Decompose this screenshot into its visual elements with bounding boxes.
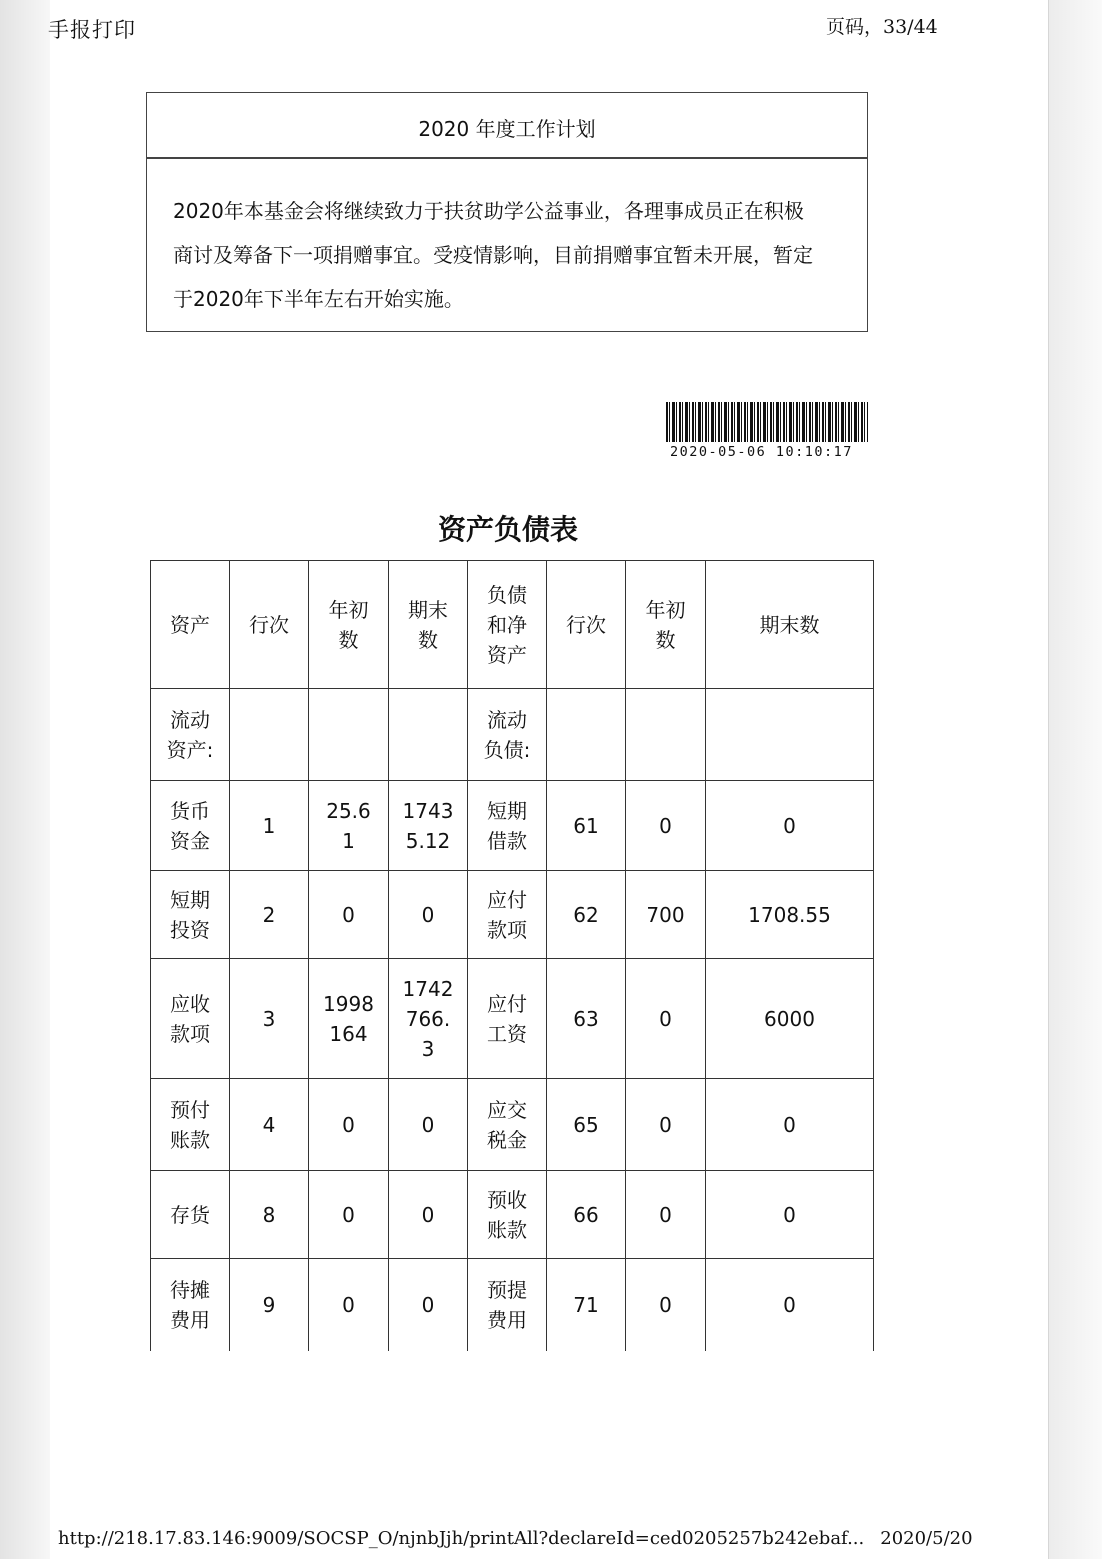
table-cell: 短期 投资	[151, 871, 230, 959]
table-cell: 1708.55	[706, 871, 874, 959]
balance-sheet-body	[151, 689, 874, 1351]
footer-url: http://218.17.83.146:9009/SOCSP_O/njnbJjh/printAll?declareId=ced0205257b242ebaf...	[58, 1528, 865, 1549]
table-cell: 8	[230, 1171, 309, 1259]
table-cell: 应付 款项	[468, 871, 547, 959]
table-cell: 61	[547, 781, 626, 871]
table-row	[151, 1171, 874, 1259]
table-cell: 应交 税金	[468, 1079, 547, 1171]
scan-left-margin	[0, 0, 50, 1559]
table-cell: 0	[706, 1259, 874, 1351]
table-cell: 待摊 费用	[151, 1259, 230, 1351]
table-cell: 应付 工资	[468, 959, 547, 1079]
table-cell: 66	[547, 1171, 626, 1259]
footer-date: 2020/5/20	[880, 1528, 973, 1549]
table-cell: 预提 费用	[468, 1259, 547, 1351]
table-cell: 0	[309, 871, 389, 959]
table-cell: 0	[309, 1259, 389, 1351]
table-cell: 预收 账款	[468, 1171, 547, 1259]
table-cell	[547, 689, 626, 781]
table-header-row	[151, 561, 874, 689]
table-row	[151, 1259, 874, 1351]
table-cell: 0	[626, 1259, 706, 1351]
work-plan-line: 于2020年下半年左右开始实施。	[173, 287, 464, 311]
table-cell: 0	[706, 1171, 874, 1259]
column-header: 期末 数	[389, 561, 468, 689]
table-row	[151, 871, 874, 959]
balance-sheet-title: 资产负债表	[437, 513, 578, 546]
column-header: 年初 数	[626, 561, 706, 689]
table-row	[151, 781, 874, 871]
barcode-icon	[666, 402, 868, 442]
work-plan-body	[147, 159, 867, 321]
table-cell: 0	[706, 781, 874, 871]
scan-right-edge	[1048, 0, 1102, 1559]
column-header: 资产	[151, 561, 230, 689]
table-cell	[309, 689, 389, 781]
table-cell: 流动 负债:	[468, 689, 547, 781]
work-plan-title: 2020 年度工作计划	[147, 93, 867, 159]
page-number: 页码，33/44	[826, 16, 938, 38]
table-cell: 62	[547, 871, 626, 959]
table-cell: 4	[230, 1079, 309, 1171]
table-row	[151, 689, 874, 781]
table-cell	[626, 689, 706, 781]
table-cell: 3	[230, 959, 309, 1079]
table-cell	[389, 689, 468, 781]
table-cell: 65	[547, 1079, 626, 1171]
table-cell	[230, 689, 309, 781]
work-plan-line: 商讨及筹备下一项捐赠事宜。受疫情影响，目前捐赠事宜暂未开展，暂定	[173, 243, 813, 267]
print-footer	[58, 1528, 973, 1549]
table-cell: 63	[547, 959, 626, 1079]
table-row	[151, 959, 874, 1079]
table-cell: 25.6 1	[309, 781, 389, 871]
table-cell: 0	[626, 1079, 706, 1171]
table-cell: 0	[389, 1171, 468, 1259]
table-cell: 6000	[706, 959, 874, 1079]
table-cell: 0	[309, 1171, 389, 1259]
table-cell: 0	[626, 959, 706, 1079]
table-cell: 货币 资金	[151, 781, 230, 871]
table-cell: 0	[309, 1079, 389, 1171]
work-plan-line: 2020年本基金会将继续致力于扶贫助学公益事业，各理事成员正在积极	[173, 199, 804, 223]
column-header: 行次	[230, 561, 309, 689]
table-cell: 预付 账款	[151, 1079, 230, 1171]
table-cell: 流动 资产:	[151, 689, 230, 781]
table-cell: 1742 766. 3	[389, 959, 468, 1079]
table-cell: 1	[230, 781, 309, 871]
table-cell: 2	[230, 871, 309, 959]
table-cell: 0	[389, 1079, 468, 1171]
column-header: 负债 和净 资产	[468, 561, 547, 689]
table-cell: 应收 款项	[151, 959, 230, 1079]
table-cell: 存货	[151, 1171, 230, 1259]
print-header-left: 手报打印	[48, 18, 136, 42]
table-cell: 1998 164	[309, 959, 389, 1079]
table-cell: 1743 5.12	[389, 781, 468, 871]
table-row	[151, 1079, 874, 1171]
table-cell: 0	[389, 1259, 468, 1351]
table-cell: 0	[706, 1079, 874, 1171]
balance-sheet-table	[150, 560, 874, 1351]
table-cell: 9	[230, 1259, 309, 1351]
column-header: 期末数	[706, 561, 874, 689]
table-cell: 0	[626, 781, 706, 871]
table-cell: 0	[389, 871, 468, 959]
table-cell	[706, 689, 874, 781]
table-cell: 700	[626, 871, 706, 959]
column-header: 行次	[547, 561, 626, 689]
table-cell: 71	[547, 1259, 626, 1351]
table-cell: 短期 借款	[468, 781, 547, 871]
column-header: 年初 数	[309, 561, 389, 689]
table-cell: 0	[626, 1171, 706, 1259]
work-plan-box	[146, 92, 868, 332]
barcode-timestamp: 2020-05-06 10:10:17	[670, 444, 853, 460]
